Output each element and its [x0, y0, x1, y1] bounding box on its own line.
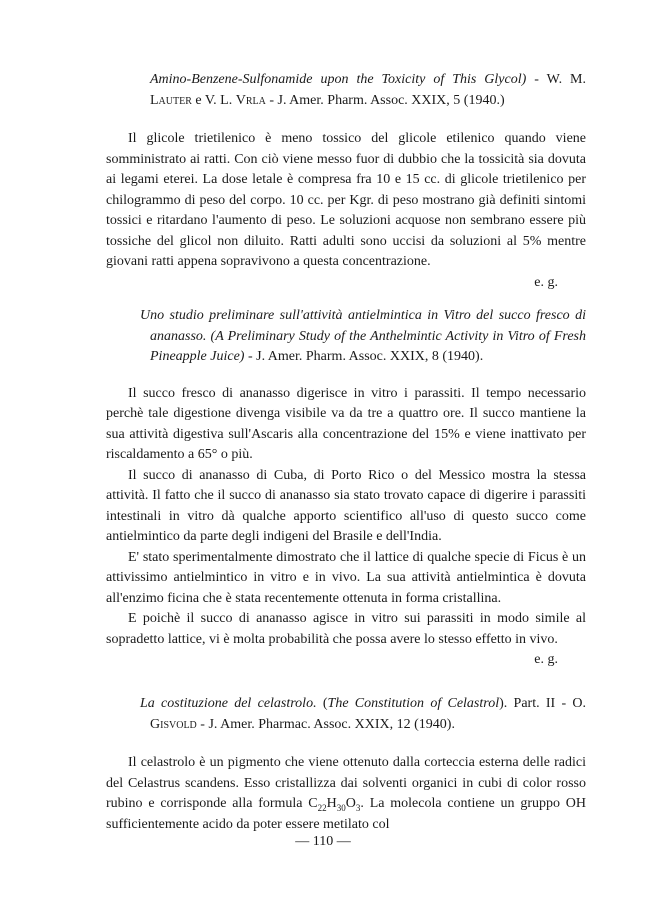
article-1-citation — [106, 70, 586, 111]
formula-subscript: 30 — [336, 802, 346, 813]
article-1-paragraph: Il glicole trietilenico è meno tossico del glicole etilenico quando viene somministrato ai ratti. Con ciò viene messo fuor di dubbio che la tossicità sia dovuta ai legami eterei. La dose letale è compresa fra 10 e 15 cc. di glicole trietilenico per chilogrammo di peso del corpo. 10 cc. per Kgr. di peso mostrano già definiti sintomi tossici e ritardano l'aumento di peso. Le soluzioni acquose non sembrano essere più tossiche del glicol non diluito. Ratti adulti sono uccisi da soluzioni al 5% mentre giovani ratti appena sopravivono a questa concentrazione. — [106, 131, 586, 269]
citation-title: Amino-Benzene-Sulfonamide upon the Toxicity of This Glycol) — [150, 72, 527, 87]
citation-text: ( — [316, 696, 328, 711]
paragraph-text: Il celastrolo è un pigmento che viene ottenuto dalla corteccia esterna delle radici del Celastrus scandens. Esso cristallizza dai solventi organici in cubi di color rosso rubino e corrisponde alla formula C — [106, 755, 586, 811]
citation-english-title: The Constitution of Celastrol — [327, 696, 500, 711]
article-2-paragraph: E poichè il succo di ananasso agisce in vitro sui parassiti in modo simile al sopradetto lattice, vi è molta probabilità che possa avere lo stesso effetto in vivo. — [106, 611, 586, 647]
article-3-citation — [106, 694, 586, 735]
formula-element: H — [326, 796, 337, 811]
article-2-paragraph: Il succo di ananasso di Cuba, di Porto Rico o del Messico mostra la stessa attività. Il fatto che il succo di ananasso sia stato trovato capace di digerire i parassiti intestinali in vitro dà qualche apporto scientifico all'uso di questo succo come antielmintico da parte degli indigeni del Brasile e dell'India. — [106, 467, 586, 544]
citation-text: e V. L. — [191, 92, 236, 108]
citation-journal: - J. Amer. Pharm. Assoc. XXIX, 8 (1940). — [244, 349, 484, 364]
citation-title: Uno studio preliminare sull'attività antielmintica in Vitro del succo fresco di ananasso. (A Preliminary Study of the Anthelmintic Activity in Vitro of Fresh Pineapple Juice) — [140, 308, 586, 364]
article-2-citation — [106, 306, 586, 368]
formula-element: O — [345, 796, 356, 811]
article-2-paragraph: E' stato sperimentalmente dimostrato che il lattice di qualche specie di Ficus è un attivissimo antielmintico in vitro e in vivo. La sua attività antielmintica è dovuta all'enzimo ficina che è stata recentemente ottenuta in forma cristallina. — [106, 549, 586, 606]
citation-text: - W. M. — [526, 72, 586, 87]
citation-author: Gisvold — [150, 716, 197, 732]
citation-title: La costituzione del celastrolo. — [140, 696, 317, 711]
article-2 — [106, 306, 586, 671]
formula-subscript: 22 — [317, 802, 327, 813]
paragraph-text: . La molecola contiene un gruppo OH sufficientemente acido da poter essere metilato col — [106, 796, 586, 832]
article-3 — [106, 694, 586, 835]
citation-author: Vrla — [235, 92, 266, 108]
article-1 — [106, 70, 586, 293]
article-2-paragraph: Il succo fresco di ananasso digerisce in vitro i parassiti. Il tempo necessario perchè tale digestione divenga visibile va da tre a quattro ore. Il succo mantiene la sua attività digestiva sull'Ascaris alla concentrazione del 15% e viene inattivato per riscaldamento a 65° o più. — [106, 385, 586, 462]
article-1-signature: e. g. — [534, 274, 558, 290]
article-3-paragraph — [106, 753, 586, 835]
citation-author: Lauter — [150, 92, 192, 108]
formula-subscript: 3 — [355, 802, 361, 813]
page-number: — 110 — — [295, 834, 351, 849]
citation-journal: - J. Amer. Pharmac. Assoc. XXIX, 12 (1940). — [196, 716, 455, 732]
citation-text: ). Part. II - O. — [499, 696, 587, 711]
citation-journal: - J. Amer. Pharm. Assoc. XXIX, 5 (1940.) — [265, 92, 505, 108]
article-2-signature: e. g. — [534, 652, 558, 667]
